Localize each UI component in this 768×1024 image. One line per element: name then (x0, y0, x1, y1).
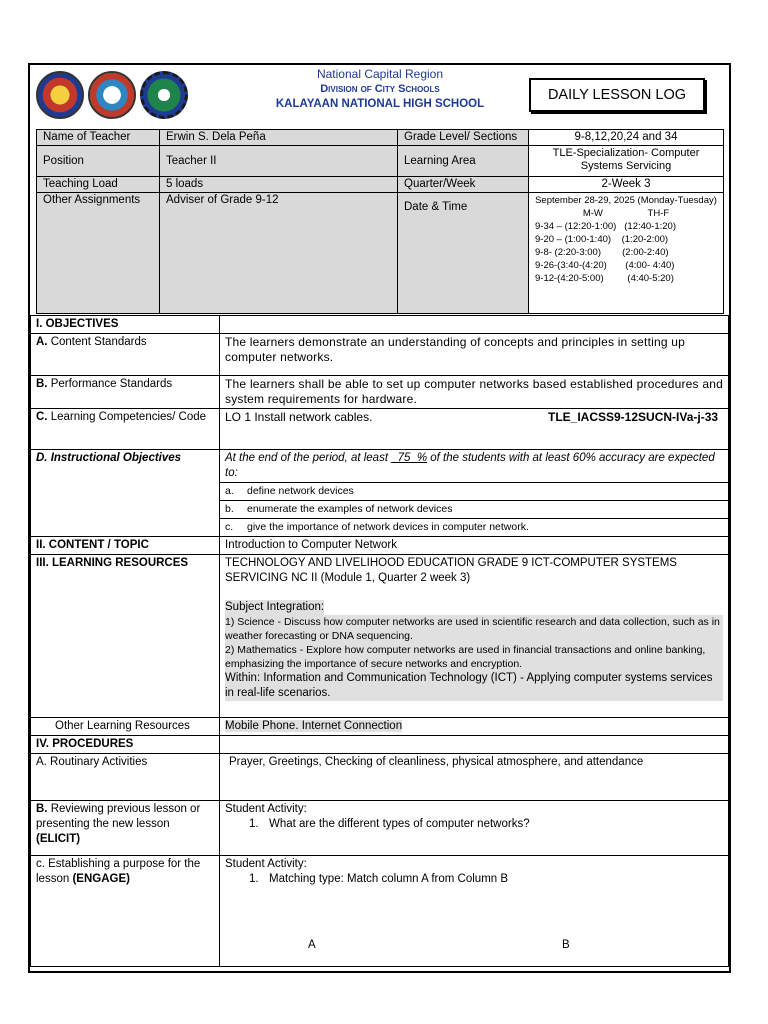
load-value: 5 loads (160, 177, 398, 193)
schedule-columns: M-W TH-F (582, 208, 670, 219)
deped-gear-seal-icon (140, 71, 188, 119)
kalayaan-nhs-seal-icon (88, 71, 136, 119)
integration-math: 2) Mathematics - Explore how computer networks are used in financial transactions and online banking, emphasizing the importance of secure networks and encryption. (225, 643, 723, 671)
competencies-value (220, 409, 729, 450)
column-a-label: A (308, 939, 316, 951)
other-resources-value: Mobile Phone. Internet Connection (220, 718, 729, 736)
routinary-value: Prayer, Greetings, Checking of cleanliness, physical atmosphere, and attendance (220, 754, 729, 801)
grade-value: 9-8,12,20,24 and 34 (529, 130, 724, 146)
learning-resources-label: III. LEARNING RESOURCES (31, 555, 220, 718)
schedule-row: 9-8- (2:20-3:00) (2:00-2:40) (535, 247, 669, 258)
content-topic-value: Introduction to Computer Network (220, 537, 729, 555)
date-label: Date & Time (398, 193, 529, 314)
performance-standards-label: B. Performance Standards (31, 376, 220, 409)
column-b-label: B (562, 939, 570, 951)
position-label: Position (37, 146, 160, 177)
objectives-heading: I. OBJECTIVES (31, 316, 220, 334)
lesson-table (30, 315, 729, 967)
instructional-objectives-intro: At the end of the period, at least _75_% of the students with at least 60% accuracy are expected to: (220, 450, 729, 483)
other-assignments-value: Adviser of Grade 9-12 (160, 193, 398, 314)
teacher-info-table (36, 129, 724, 314)
document-header (30, 65, 730, 284)
quarter-label: Quarter/Week (398, 177, 529, 193)
position-value: Teacher II (160, 146, 398, 177)
competency-text: LO 1 Install network cables. (225, 410, 373, 424)
division-title: Division of City Schools (320, 83, 440, 95)
content-standards-label: A. Content Standards (31, 334, 220, 376)
engage-cell (220, 856, 729, 967)
engage-question: 1. Matching type: Match column A from Column B (249, 873, 509, 885)
integration-science: 1) Science - Discuss how computer networks are used in scientific research and data collection, such as in weather forecasting or DNA sequencing. (225, 615, 723, 643)
performance-standards-value: The learners shall be able to set up computer networks based established procedures and system requirements for hardware. (220, 376, 729, 409)
other-resources-label: Other Learning Resources (31, 718, 220, 736)
content-topic-label: II. CONTENT / TOPIC (31, 537, 220, 555)
content-standards-value: The learners demonstrate an understanding of concepts and principles in setting up computer networks. (220, 334, 729, 376)
logos (36, 71, 188, 119)
subject-integration-label: Subject Integration: (225, 601, 325, 613)
schedule-date: September 28-29, 2025 (Monday-Tuesday) (535, 195, 717, 206)
competencies-label: C. Learning Competencies/ Code (31, 409, 220, 450)
engage-activity: Student Activity: (225, 858, 307, 870)
procedures-heading: IV. PROCEDURES (31, 736, 220, 754)
schedule-row: 9-34 – (12:20-1:00) (12:40-1:20) (535, 221, 677, 232)
objective-item: b. enumerate the examples of network devices (220, 501, 729, 519)
objective-item: a. define network devices (220, 483, 729, 501)
instructional-objectives-label: D. Instructional Objectives (31, 450, 220, 537)
learning-resources-text: TECHNOLOGY AND LIVELIHOOD EDUCATION GRADE 9 ICT-COMPUTER SYSTEMS SERVICING NC II (Module 1, Quarter 2 week 3) (225, 557, 677, 584)
integration-within: Within: Information and Communication Technology (ICT) - Applying computer systems services in real-life scenarios. (225, 671, 723, 701)
routinary-label: A. Routinary Activities (31, 754, 220, 801)
review-cell (220, 801, 729, 856)
review-activity: Student Activity: (225, 803, 307, 815)
learning-resources-cell (220, 555, 729, 718)
school-title: KALAYAAN NATIONAL HIGH SCHOOL (275, 98, 485, 110)
review-question: 1. What are the different types of computer networks? (249, 818, 530, 830)
load-label: Teaching Load (37, 177, 160, 193)
engage-label: c. Establishing a purpose for the lesson (ENGAGE) (31, 856, 220, 967)
review-label: B. Reviewing previous lesson or presenting the new lesson (ELICIT) (31, 801, 220, 856)
teacher-value: Erwin S. Dela Peña (160, 130, 398, 146)
lesson-log-page (28, 63, 731, 973)
header-titles (230, 67, 530, 112)
school-seal-icon (36, 71, 84, 119)
region-title: National Capital Region (316, 67, 444, 81)
objective-item: c. give the importance of network devices in computer network. (220, 519, 729, 537)
daily-lesson-log-title: DAILY LESSON LOG (529, 78, 705, 112)
schedule-row: 9-12-(4:20-5:00) (4:40-5:20) (535, 273, 674, 284)
teacher-label: Name of Teacher (37, 130, 160, 146)
quarter-value: 2-Week 3 (529, 177, 724, 193)
schedule-row: 9-26-(3:40-(4:20) (4:00- 4:40) (535, 260, 675, 271)
schedule-cell (529, 193, 724, 314)
area-label: Learning Area (398, 146, 529, 177)
grade-label: Grade Level/ Sections (398, 130, 529, 146)
area-value: TLE-Specialization- Computer Systems Servicing (529, 146, 724, 177)
competency-code: TLE_IACSS9-12SUCN-IVa-j-33 (548, 410, 719, 424)
schedule-row: 9-20 – (1:00-1:40) (1:20-2:00) (535, 234, 669, 245)
other-assignments-label: Other Assignments (37, 193, 160, 314)
